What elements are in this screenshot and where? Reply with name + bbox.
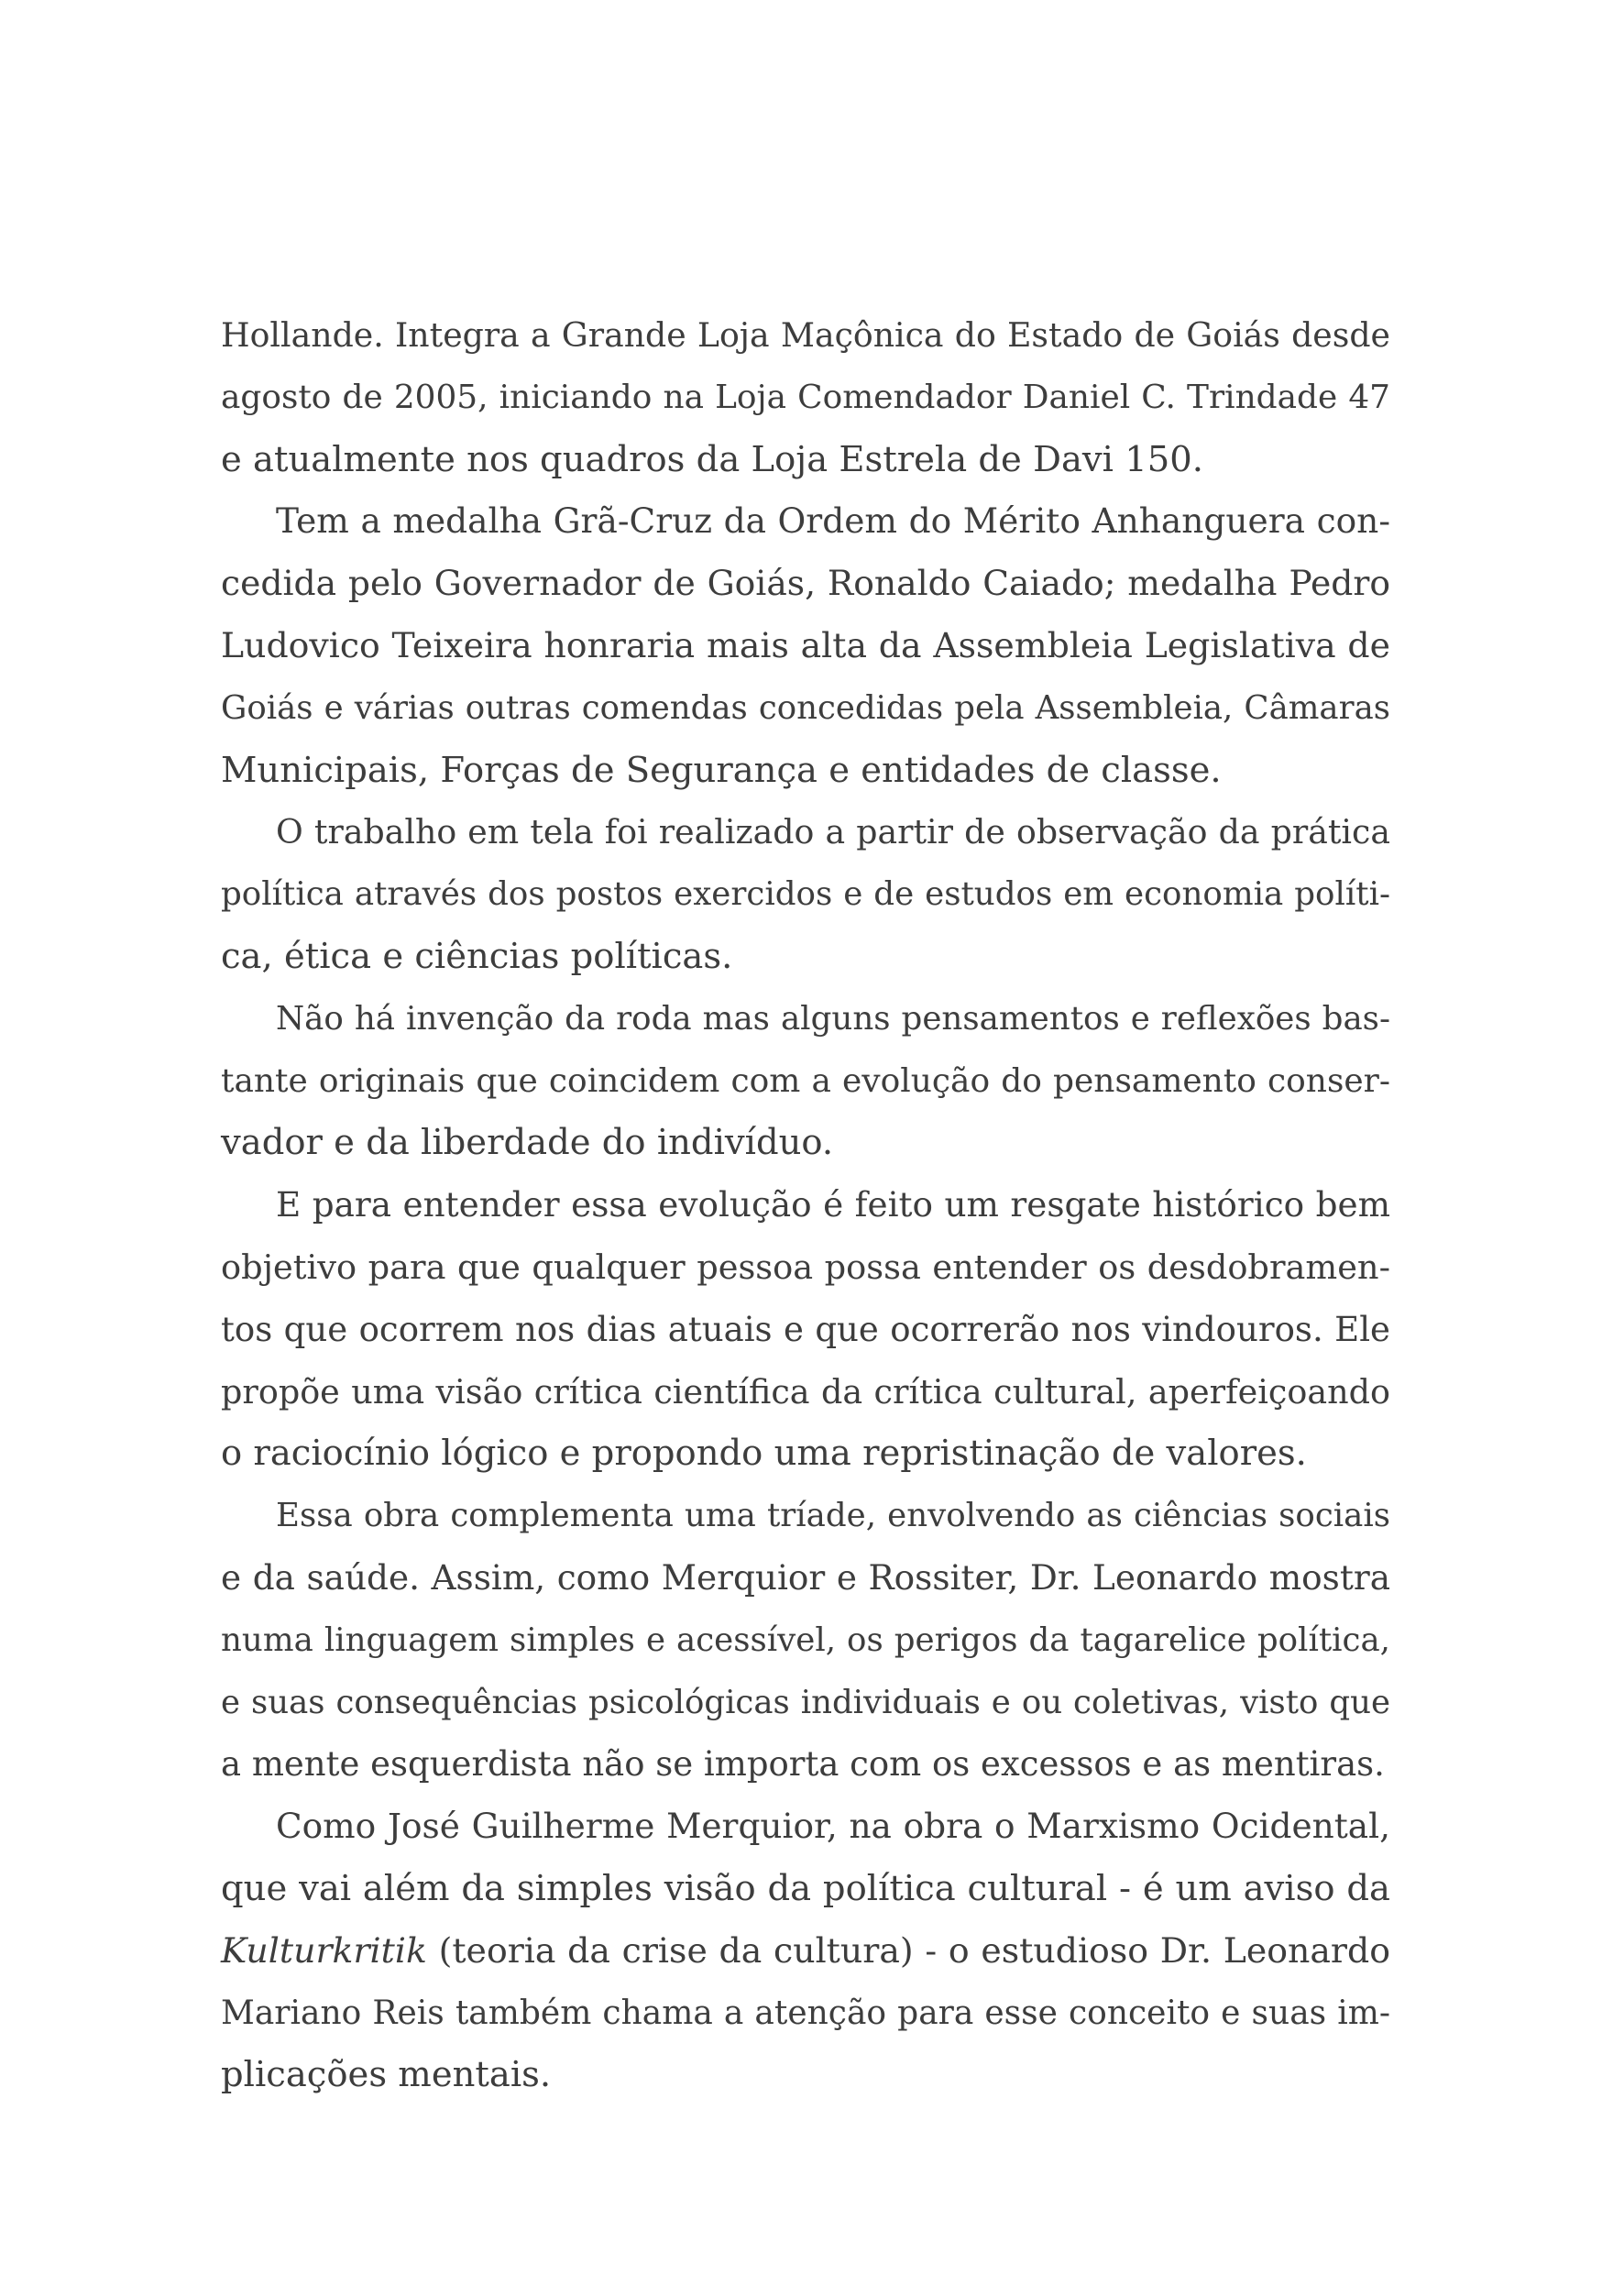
text-line: que vai além da simples visão da política cultural - é um aviso da [221, 1867, 1390, 1909]
text-line: e da saúde. Assim, como Merquior e Rossiter, Dr. Leonardo mostra [221, 1556, 1390, 1598]
paragraph [221, 1485, 1390, 1796]
text-line: Como José Guilherme Merquior, na obra o Marxismo Ocidental, [276, 1806, 1390, 1847]
text-line: o raciocínio lógico e propondo uma repristinação de valores. [221, 1433, 1307, 1475]
text-line: agosto de 2005, iniciando na Loja Comendador Daniel C. Trindade 47 [221, 378, 1390, 416]
text-line: Ludovico Teixeira honraria mais alta da Assembleia Legislativa de [221, 624, 1390, 665]
paragraph [221, 988, 1390, 1174]
paragraph [221, 490, 1390, 801]
text-line: e atualmente nos quadros da Loja Estrela de Davi 150. [221, 438, 1203, 480]
italic-term: Kulturkritik [221, 1929, 427, 1971]
text-line: e suas consequências psicológicas individuais e ou coletivas, visto que [221, 1683, 1390, 1721]
text-line: Hollande. Integra a Grande Loja Maçônica do Estado de Goiás desde [221, 315, 1390, 355]
text-line: Municipais, Forças de Segurança e entidades de classe. [221, 749, 1222, 791]
text-line: ca, ética e ciências políticas. [221, 935, 733, 977]
text-line: Goiás e várias outras comendas concedidas pela Assembleia, Câmaras [221, 688, 1390, 727]
text-line: objetivo para que qualquer pessoa possa entender os desdobramen- [221, 1247, 1390, 1287]
paragraph [221, 304, 1390, 490]
text-line [221, 1920, 1390, 1983]
text-line: E para entender essa evolução é feito um resgate histórico bem [276, 1184, 1390, 1225]
text-line: propõe uma visão crítica científica da crítica cultural, aperfeiçoando [221, 1371, 1390, 1412]
paragraph [221, 1796, 1390, 2106]
text-line: plicações mentais. [221, 2054, 552, 2096]
text-line: Não há invenção da roda mas alguns pensamentos e reflexões bas- [276, 999, 1390, 1038]
text-line: Mariano Reis também chama a atenção para esse conceito e suas im- [221, 1994, 1390, 2032]
text-line: O trabalho em tela foi realizado a partir de observação da prática [276, 812, 1390, 852]
text-line: política através dos postos exercidos e de estudos em economia políti- [221, 875, 1390, 914]
paragraph [221, 1174, 1390, 1485]
text-line: tante originais que coincidem com a evolução do pensamento conser- [221, 1061, 1390, 1100]
text-line: Tem a medalha Grã-Cruz da Ordem do Mérito Anhanguera con- [276, 500, 1390, 542]
body-text [221, 304, 1390, 2106]
text-line: cedida pelo Governador de Goiás, Ronaldo Caiado; medalha Pedro [221, 563, 1390, 604]
text-line: vador e da liberdade do indivíduo. [221, 1122, 834, 1164]
text-segment: (teoria da crise da cultura) - o estudioso Dr. Leonardo [426, 1929, 1390, 1971]
text-line: tos que ocorrem nos dias atuais e que ocorrerão nos vindouros. Ele [221, 1309, 1390, 1349]
text-line: numa linguagem simples e acessível, os perigos da tagarelice política, [221, 1620, 1390, 1659]
text-line: a mente esquerdista não se importa com os excessos e as mentiras. [221, 1744, 1385, 1785]
text-line: Essa obra complementa uma tríade, envolvendo as ciências sociais [276, 1497, 1390, 1535]
paragraph [221, 801, 1390, 987]
